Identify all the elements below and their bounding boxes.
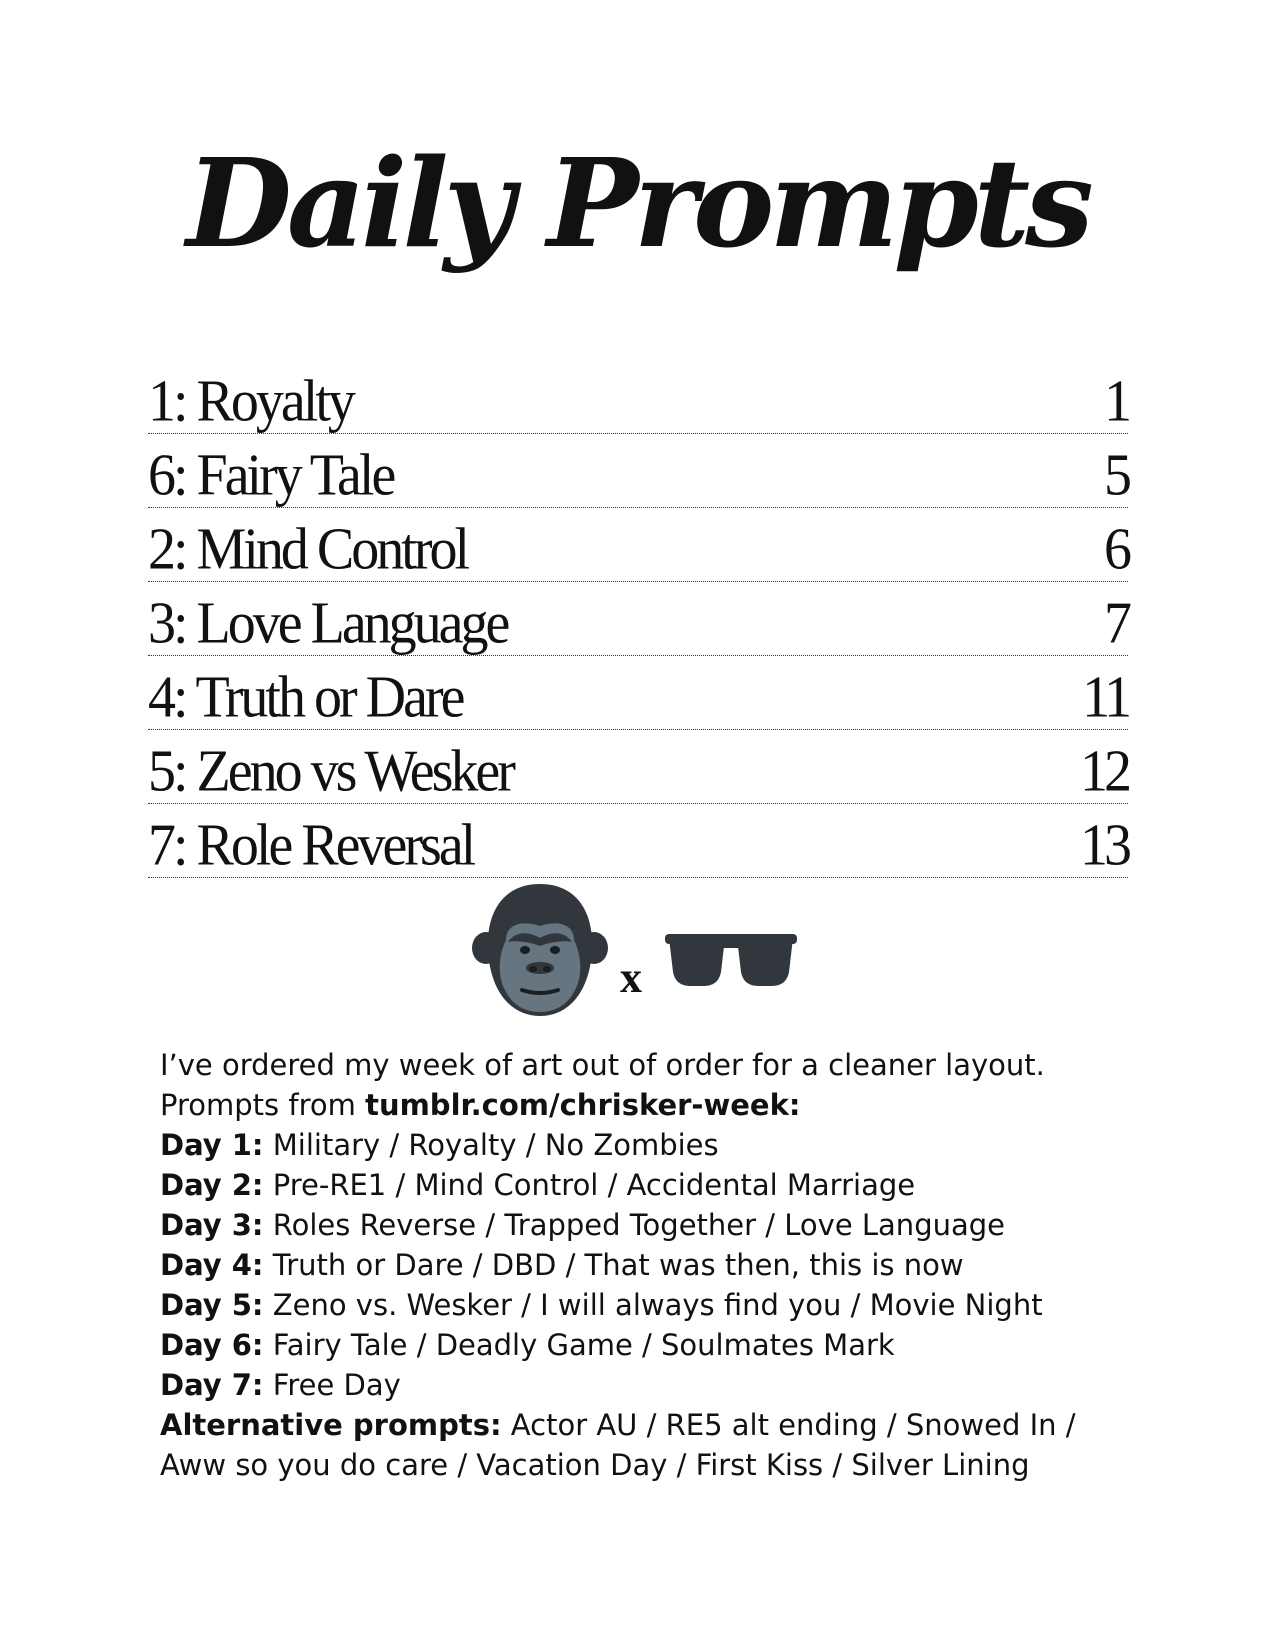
alternative-line [160, 1405, 1160, 1445]
toc-entry[interactable] [148, 804, 1128, 878]
alternative-label: Alternative prompts: [160, 1408, 502, 1442]
day-label: Day 2: [160, 1168, 264, 1202]
alternative-line-continued: Aww so you do care / Vacation Day / First Kiss / Silver Lining [160, 1448, 1030, 1482]
day-label: Day 6: [160, 1328, 264, 1362]
day-line [160, 1245, 1160, 1285]
table-of-contents [148, 360, 1128, 878]
notes-source [160, 1085, 1160, 1125]
day-label: Day 5: [160, 1288, 264, 1322]
page-title: Daily Prompts [186, 131, 1089, 275]
alternative-text: Actor AU / RE5 alt ending / Snowed In / [501, 1408, 1076, 1442]
day-text: Free Day [263, 1368, 401, 1402]
toc-entry-label: 5: Zeno vs Wesker [148, 738, 513, 805]
emoji-pairing [470, 880, 810, 1020]
day-text: Zeno vs. Wesker / I will always find you / Movie Night [263, 1288, 1043, 1322]
day-text: Truth or Dare / DBD / That was then, this is now [263, 1248, 964, 1282]
day-text: Fairy Tale / Deadly Game / Soulmates Mark [263, 1328, 895, 1362]
day-text: Roles Reverse / Trapped Together / Love Language [263, 1208, 1005, 1242]
day-line [160, 1285, 1160, 1325]
toc-entry-page: 13 [1080, 812, 1128, 879]
day-line [160, 1325, 1160, 1365]
day-line [160, 1125, 1160, 1165]
notes-intro: I’ve ordered my week of art out of order for a cleaner layout. [160, 1048, 1045, 1082]
day-text: Military / Royalty / No Zombies [263, 1128, 719, 1162]
gorilla-icon [470, 880, 610, 1020]
toc-entry-label: 6: Fairy Tale [148, 442, 394, 509]
pairing-separator: x [620, 953, 642, 1002]
day-label: Day 3: [160, 1208, 264, 1242]
toc-entry-page: 11 [1082, 664, 1128, 731]
day-label: Day 4: [160, 1248, 264, 1282]
day-line [160, 1165, 1160, 1205]
toc-entry-label: 2: Mind Control [148, 516, 468, 583]
toc-entry[interactable] [148, 434, 1128, 508]
toc-entry[interactable] [148, 508, 1128, 582]
toc-entry[interactable] [148, 360, 1128, 434]
toc-entry-page: 1 [1104, 368, 1128, 435]
toc-entry[interactable] [148, 582, 1128, 656]
day-label: Day 1: [160, 1128, 264, 1162]
day-line [160, 1205, 1160, 1245]
toc-entry-page: 6 [1104, 516, 1128, 583]
notes-source-prefix: Prompts from [160, 1088, 366, 1122]
toc-entry-page: 5 [1104, 442, 1128, 509]
toc-entry-page: 7 [1104, 590, 1128, 657]
toc-entry-label: 3: Love Language [148, 590, 508, 657]
day-label: Day 7: [160, 1368, 264, 1402]
sunglasses-icon [665, 932, 797, 992]
toc-entry[interactable] [148, 656, 1128, 730]
day-text: Pre-RE1 / Mind Control / Accidental Marriage [263, 1168, 916, 1202]
notes-source-link[interactable]: tumblr.com/chrisker-week: [365, 1088, 801, 1122]
day-line [160, 1365, 1160, 1405]
toc-entry-label: 7: Role Reversal [148, 812, 474, 879]
prompt-notes [160, 1045, 1160, 1485]
toc-entry-page: 12 [1080, 738, 1128, 805]
toc-entry-label: 1: Royalty [148, 368, 353, 435]
toc-entry[interactable] [148, 730, 1128, 804]
toc-entry-label: 4: Truth or Dare [148, 664, 463, 731]
